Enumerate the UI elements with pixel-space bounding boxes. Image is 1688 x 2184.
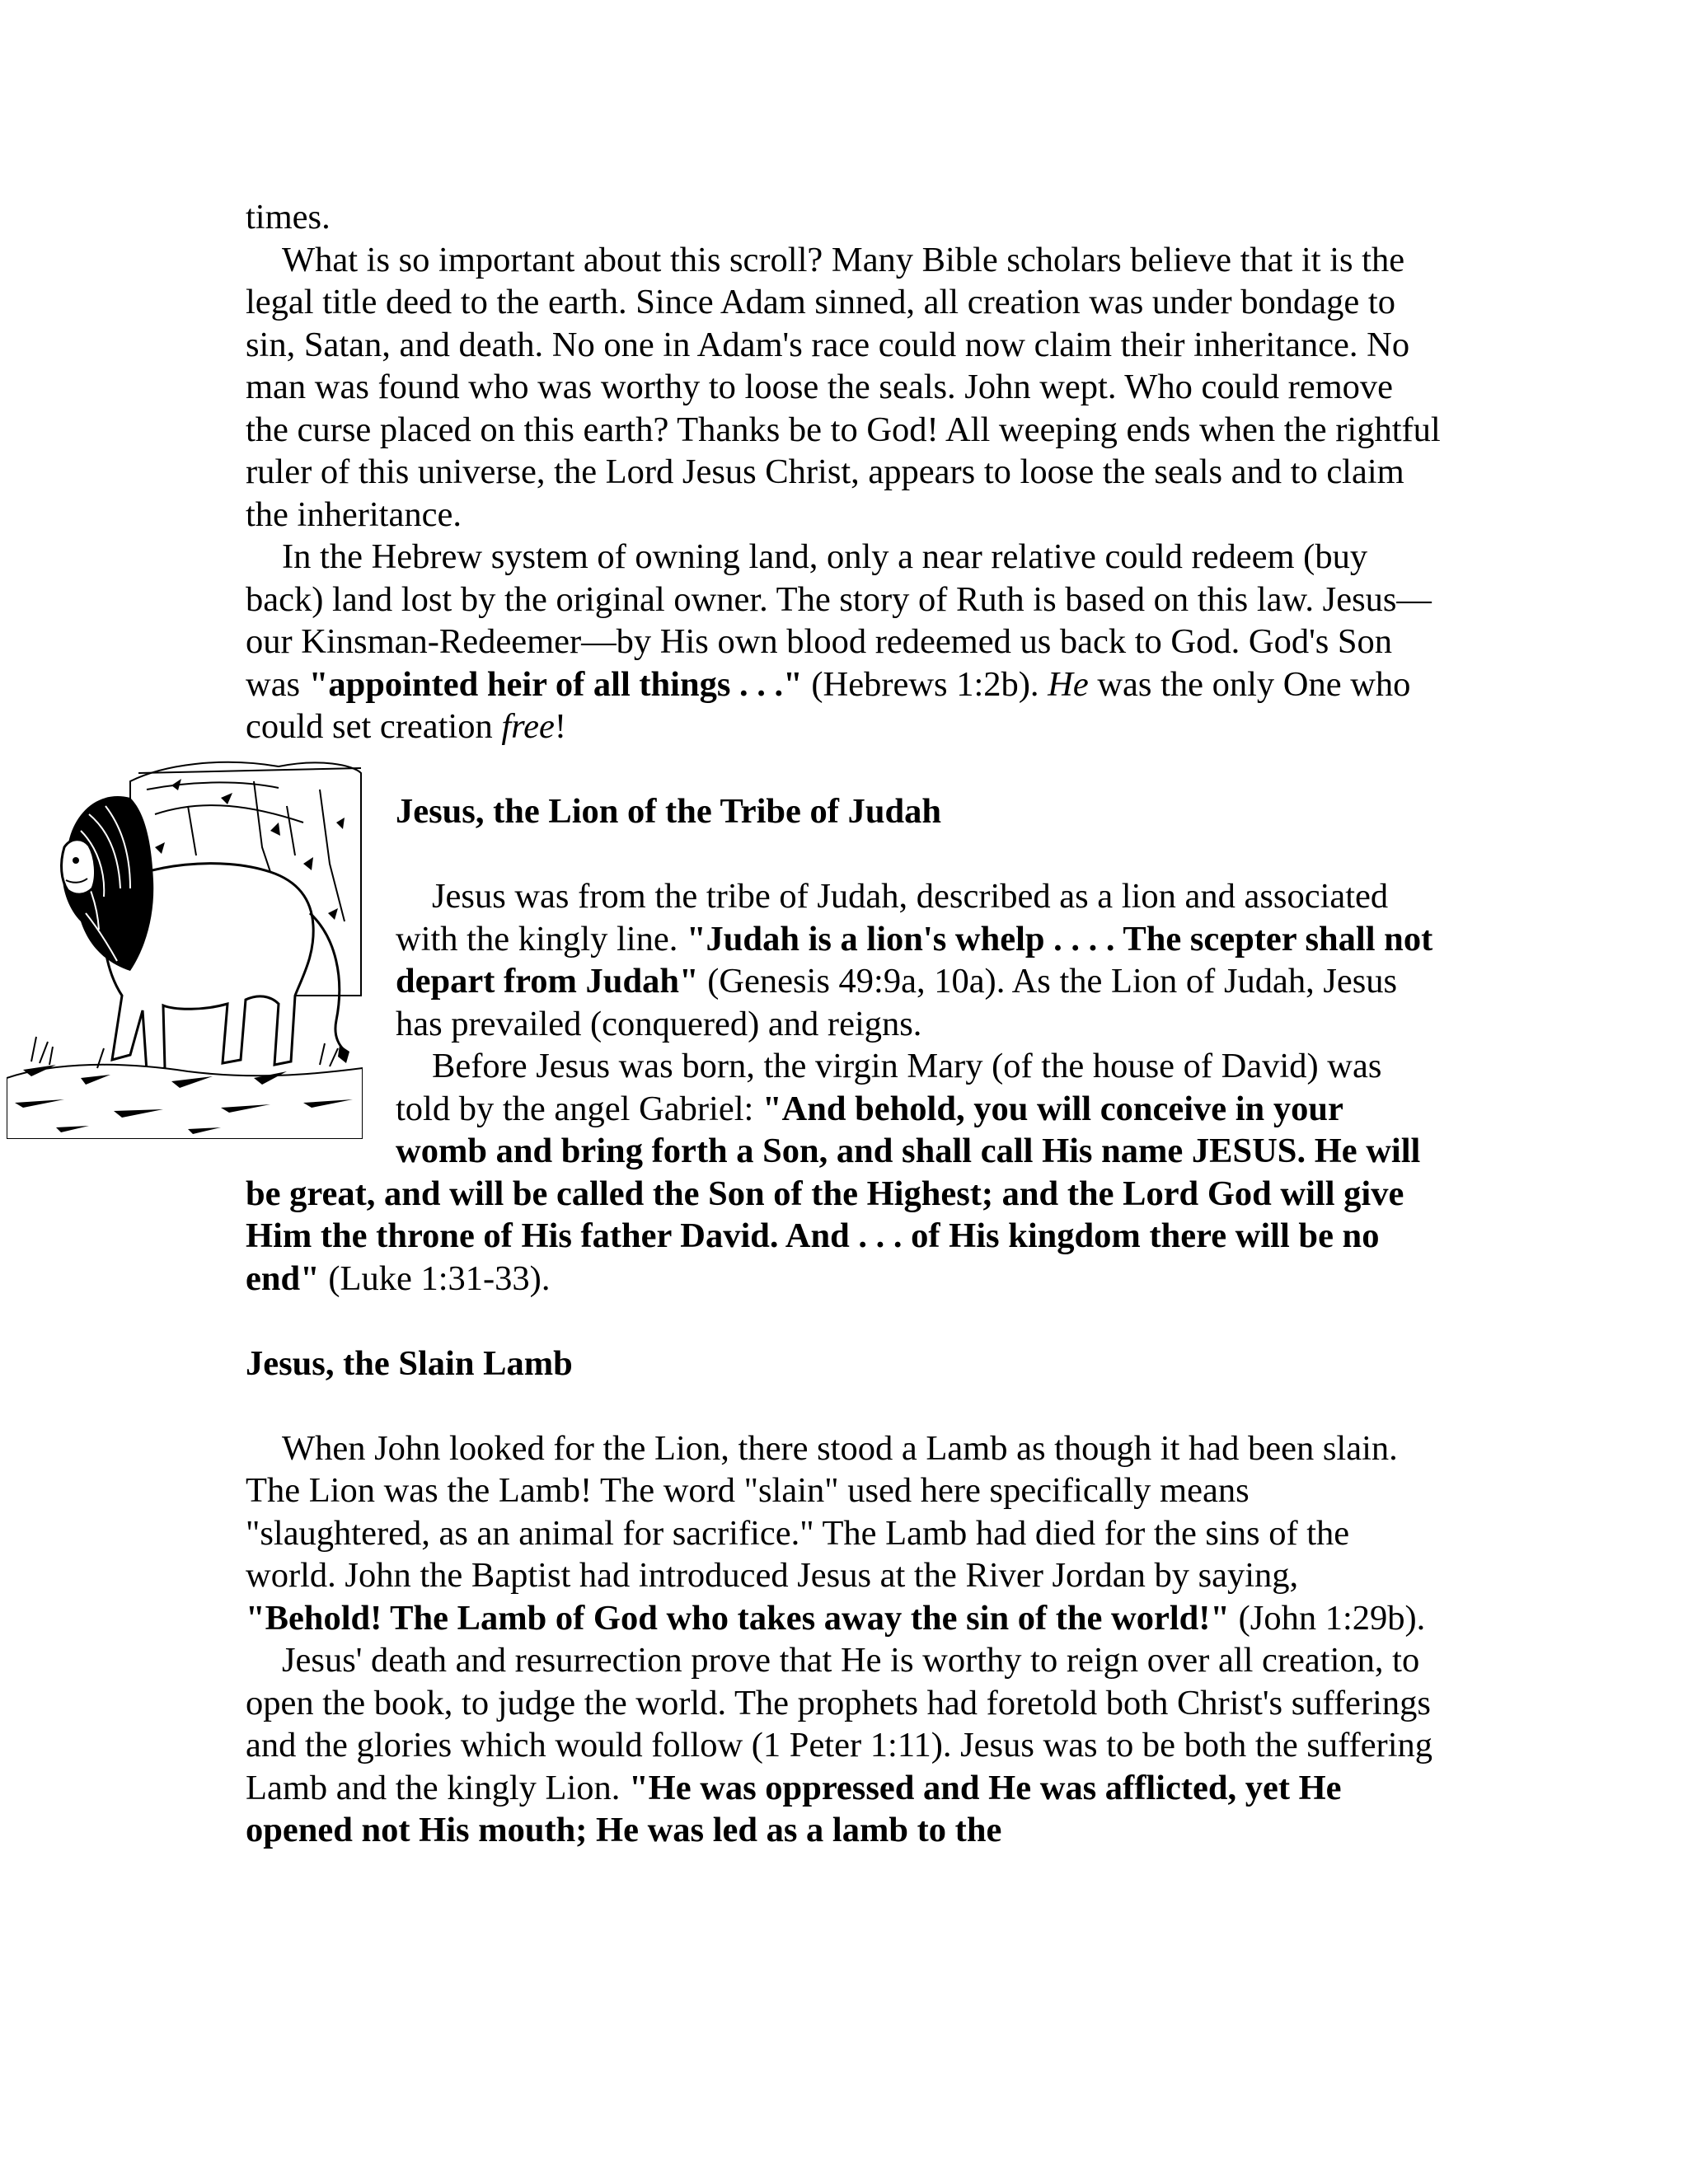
paragraph-continuation: times. [246, 198, 331, 237]
lion-illustration [7, 748, 363, 1139]
text-run: (Genesis 49:9a, 10a). As the Lion of Judah, Jesus has prevailed (conquered) and reigns. [396, 962, 1398, 1043]
scripture-quote: "appointed heir of all things . . ." [308, 664, 803, 704]
paragraph-tribe-of-judah [246, 875, 1442, 1045]
document-body [246, 196, 1442, 1852]
paragraph-slain-lamb [246, 1427, 1442, 1640]
scripture-quote: "Behold! The Lamb of God who takes away the sin of the world!" [246, 1598, 1231, 1638]
text-run: Jesus was from the tribe of Judah, described as a lion and associated with the kingly line. [396, 877, 1389, 958]
spacer [246, 748, 1442, 791]
text-run: In the Hebrew system of owning land, only a near relative could redeem (buy back) land lost by the original owner. The story of Ruth is based on this law. Jesus—our Kinsman-Redeemer—by His own blood redeemed us back to God. God's Son was [246, 537, 1432, 704]
text-run: Before Jesus was born, the virgin Mary (of the house of David) was told by the angel Gabriel: [396, 1047, 1382, 1128]
paragraph-death-resurrection [246, 1639, 1442, 1852]
text-run: (John 1:29b). [1230, 1598, 1426, 1638]
spacer [246, 833, 1442, 876]
text-run: ! [554, 707, 567, 746]
scripture-quote: "He was oppressed and He was afflicted, yet He opened not His mouth; He was led as a lamb to the [246, 1768, 1342, 1849]
lion-illustration-icon [7, 748, 363, 1139]
scripture-quote: "And behold, you will conceive in your womb and bring forth a Son, and shall call His name JESUS. He will be great, and will be called the Son of the Highest; and the Lord God will give Him the throne of His father David. And . . . of His kingdom there will be no end" [246, 1089, 1421, 1298]
paragraph-scroll: What is so important about this scroll? Many Bible scholars believe that it is the legal title deed to the earth. Since Adam sinned, all creation was under bondage to sin, Satan, and death. No one in Adam's race could now claim their inheritance. No man was found who was worthy to loose the seals. John wept. Who could remove the curse placed on this earth? Thanks be to God! All weeping ends when the rightful ruler of this universe, the Lord Jesus Christ, appears to loose the seals and to claim the inheritance. [246, 240, 1441, 534]
section-heading-lamb: Jesus, the Slain Lamb [246, 1343, 573, 1383]
text-run: (Luke 1:31-33). [319, 1258, 551, 1298]
emphasis: free [501, 707, 555, 746]
emphasis: He [1048, 664, 1089, 704]
text-run: (Hebrews 1:2b). [802, 664, 1048, 704]
scripture-quote: "Judah is a lion's whelp . . . . The scepter shall not depart from Judah" [396, 919, 1433, 1001]
text-run: When John looked for the Lion, there stood a Lamb as though it had been slain. The Lion was the Lamb! The word "slain" used here specifically means "slaughtered, as an animal for sacrifice." The Lamb had died for the sins of the world. John the Baptist had introduced Jesus at the River Jordan by saying, [246, 1428, 1398, 1595]
paragraph-kinsman-redeemer [246, 536, 1442, 748]
text-run: was the only One who could set creation [246, 664, 1411, 746]
spacer [246, 1300, 1442, 1343]
paragraph-gabriel [246, 1045, 1442, 1300]
text-run: Jesus' death and resurrection prove that He is worthy to reign over all creation, to open the book, to judge the world. The prophets had foretold both Christ's sufferings and the glories which would follow (1 Peter 1:11). Jesus was to be both the suffering Lamb and the kingly Lion. [246, 1641, 1433, 1807]
section-heading-lion: Jesus, the Lion of the Tribe of Judah [396, 792, 941, 831]
spacer [246, 1385, 1442, 1427]
